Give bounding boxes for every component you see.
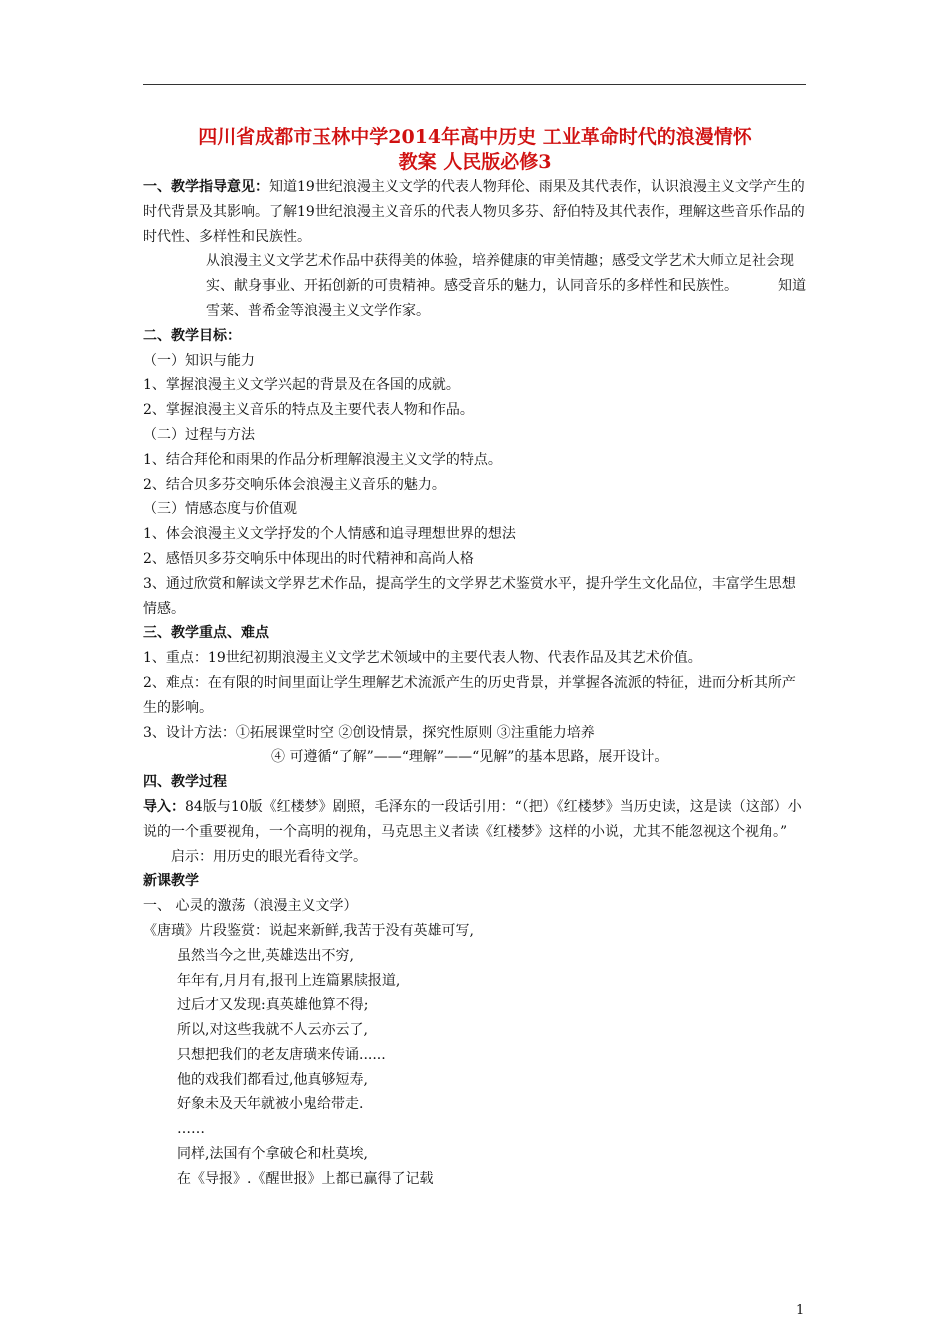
list-item: 1、体会浪漫主义文学抒发的个人情感和追寻理想世界的想法 [143,526,516,543]
document-title-line2: 教案 人民版必修3 [398,151,552,173]
poem-line: 所以,对这些我就不人云亦云了, [177,1022,368,1039]
poem-line: 好象未及天年就被小鬼给带走. [177,1096,364,1113]
poem-line: 他的戏我们都看过,他真够短寿, [177,1071,368,1088]
list-item: 2、难点：在有限的时间里面让学生理解艺术流派产生的历史背景，并掌握各流派的特征，进而分析其所产生的影响。 [143,674,796,716]
section-heading: 三、教学重点、难点 [143,625,269,642]
subheading-new-lesson: 新课教学 [143,873,199,890]
poem-line: …… [177,1121,205,1138]
subheading: （三）情感态度与价值观 [143,501,297,518]
list-item: ④ 可遵循“了解”——“理解”——“见解”的基本思路，展开设计。 [271,749,669,766]
poem-line: 虽然当今之世,英雄迭出不穷, [177,947,354,964]
poem-line: 同样,法国有个拿破仑和杜莫埃, [177,1146,368,1163]
unit-heading: 一、 心灵的激荡（浪漫主义文学） [143,898,358,915]
header-rule [143,84,806,85]
list-item: 1、结合拜伦和雨果的作品分析理解浪漫主义文学的特点。 [143,451,502,468]
list-item: 3、设计方法：①拓展课堂时空 ②创设情景，探究性原则 ③注重能力培养 [143,724,595,741]
subheading: （二）过程与方法 [143,426,255,443]
page-number: 1 [796,1303,805,1318]
list-item: 2、结合贝多芬交响乐体会浪漫主义音乐的魅力。 [143,476,446,493]
list-item: 2、感悟贝多芬交响乐中体现出的时代精神和高尚人格 [143,550,474,567]
poem-block [143,944,806,1192]
section-heading: 一、教学指导意见： [143,179,269,195]
intro-paragraph: 导入：84版与10版《红楼梦》剧照，毛泽东的一段话引用：“（把）《红楼梦》当历史读，这是读（这部）小说的一个重要视角，一个高明的视角，马克思主义者读《红楼梦》这样的小说，尤其不能忽视这个视角。” [143,798,802,840]
list-item: 1、掌握浪漫主义文学兴起的背景及在各国的成就。 [143,377,460,394]
poem-line: 过后才又发现:真英雄他算不得; [177,997,369,1014]
document-title: 四川省成都市玉林中学2014年高中历史 工业革命时代的浪漫情怀 [198,126,752,148]
poem-line: 在《导报》.《醒世报》上都已赢得了记载 [177,1170,434,1187]
section-heading: 四、教学过程 [143,774,227,791]
poem-line: 只想把我们的老友唐璜来传诵...... [177,1046,386,1063]
document-body [143,175,806,1192]
poem-line: 年年有,月月有,报刊上连篇累牍报道, [177,972,401,989]
list-item: 1、重点：19世纪初期浪漫主义文学艺术领域中的主要代表人物、代表作品及其艺术价值。 [143,650,702,667]
section-heading: 二、教学目标： [143,327,241,344]
poem-lead: 《唐璜》片段鉴赏：说起来新鲜,我苦于没有英雄可写, [143,922,474,939]
hint-paragraph: 启示：用历史的眼光看待文学。 [171,848,367,865]
list-item: 3、通过欣赏和解读文学界艺术作品，提高学生的文学界艺术鉴赏水平，提升学生文化品位，丰富学生思想情感。 [143,575,796,617]
subheading: （一）知识与能力 [143,352,255,369]
section-guidance [143,175,806,249]
list-item: 2、掌握浪漫主义音乐的特点及主要代表人物和作品。 [143,402,474,419]
paragraph: 知道19世纪浪漫主义文学的代表人物拜伦、雨果及其代表作，认识浪漫主义文学产生的时代背景及其影响。了解19世纪浪漫主义音乐的代表人物贝多芬、舒伯特及其代表作，理解这些音乐作品的时代性、多样性和民族性。 [143,179,805,245]
paragraph: 从浪漫主义文学艺术作品中获得美的体验，培养健康的审美情趣；感受文学艺术大师立足社会现实、献身事业、开拓创新的可贵精神。感受音乐的魅力，认同音乐的多样性和民族性。 知道雪莱、普希金等浪漫主义文学作家。 [206,253,806,319]
